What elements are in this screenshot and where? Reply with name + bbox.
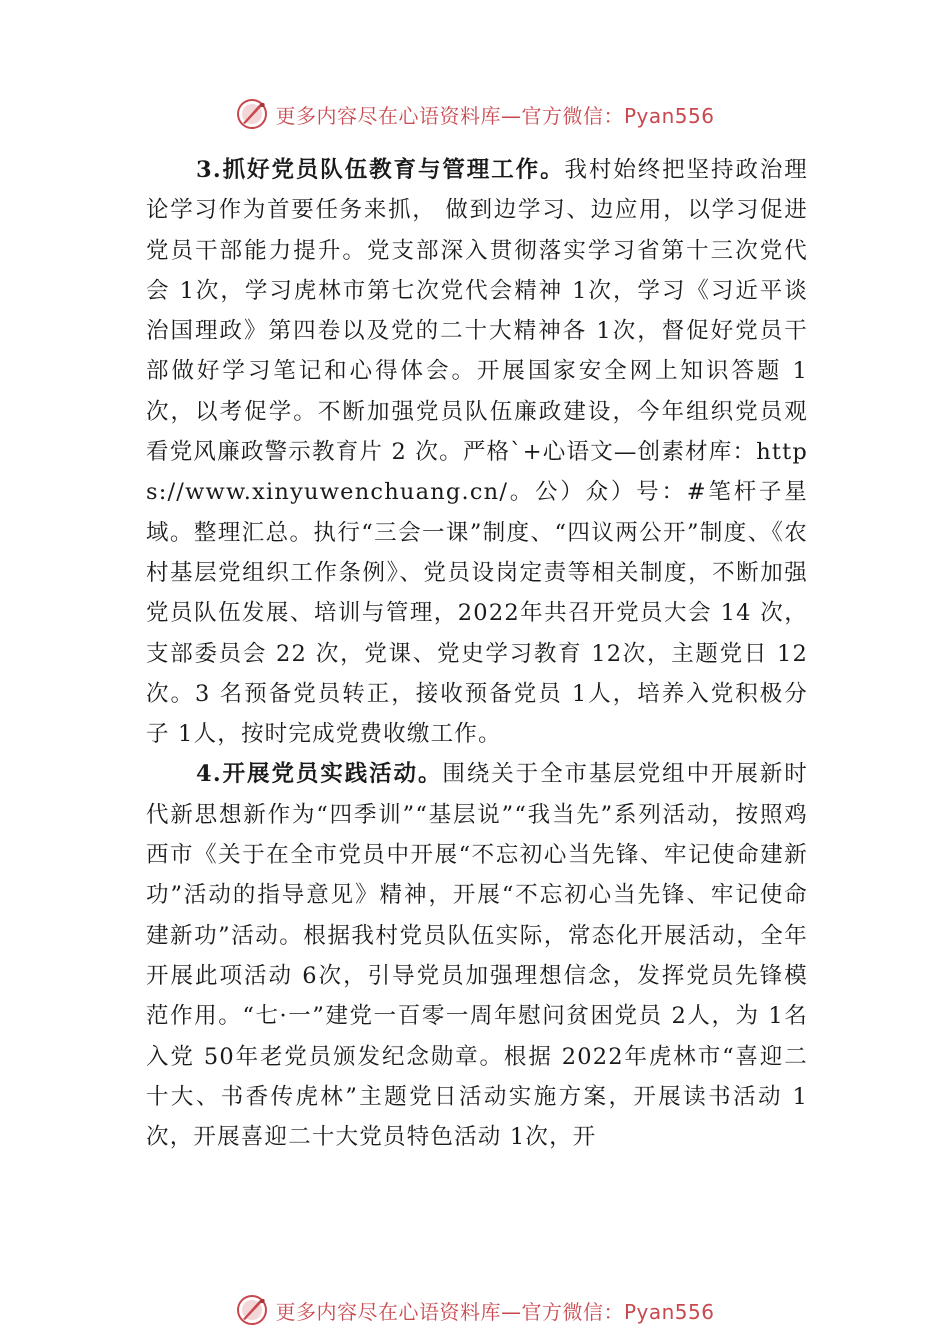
- paragraph-3: [146, 150, 808, 754]
- paragraph-3-heading: 3.抓好党员队伍教育与管理工作。: [196, 157, 565, 183]
- footer-watermark-banner: [0, 1288, 950, 1332]
- paragraph-3-text: 我村始终把坚持政治理论学习作为首要任务来抓， 做到边学习、边应用，以学习促进党员干部能力提升。党支部深入贯彻落实学习省第十三次党代会 1次，学习虎林市第七次党代会精神 1次，学习《习近平谈治国理政》第四卷以及党的二十大精神各 1次，督促好党员干部做好学习笔记和心得体会。开展国家安全网上知识答题 1次，以考促学。不断加强党员队伍廉政建设，今年组织党员观看党风廉政警示教育片 2 次。严格`+心语文—创素材库：https://www.xinyuwenchuang.cn/。公）众）号：#笔杆子星域。整理汇总。执行“三会一课”制度、“四议两公开”制度、《农村基层党组织工作条例》、党员设岗定责等相关制度，不断加强党员队伍发展、培训与管理，2022年共召开党员大会 14 次，支部委员会 22 次，党课、党史学习教育 12次，主题党日 12次。3 名预备党员转正，接收预备党员 1人，培养入党积极分子 1人，按时完成党费收缴工作。: [146, 157, 808, 748]
- quill-logo-icon: [235, 97, 269, 131]
- document-body: [146, 150, 808, 1157]
- paragraph-4-text: 围绕关于全市基层党组中开展新时代新思想新作为“四季训”“基层说”“我当先”系列活动，按照鸡西市《关于在全市党员中开展“不忘初心当先锋、牢记使命建新功”活动的指导意见》精神，开展“不忘初心当先锋、牢记使命建新功”活动。根据我村党员队伍实际，常态化开展活动，全年开展此项活动 6次，引导党员加强理想信念，发挥党员先锋模范作用。“七·一”建党一百零一周年慰问贫困党员 2人，为 1名入党 50年老党员颁发纪念勋章。根据 2022年虎林市“喜迎二十大、书香传虎林”主题党日活动实施方案，开展读书活动 1次，开展喜迎二十大党员特色活动 1次，开: [146, 761, 808, 1151]
- paragraph-4-heading: 4.开展党员实践活动。: [196, 761, 443, 788]
- paragraph-4: [146, 754, 808, 1157]
- header-watermark-banner: [0, 92, 950, 136]
- quill-logo-icon: [235, 1293, 269, 1327]
- banner-text: 更多内容尽在心语资料库—官方微信：Pyan556: [275, 1299, 715, 1324]
- banner-text: 更多内容尽在心语资料库—官方微信：Pyan556: [275, 103, 715, 128]
